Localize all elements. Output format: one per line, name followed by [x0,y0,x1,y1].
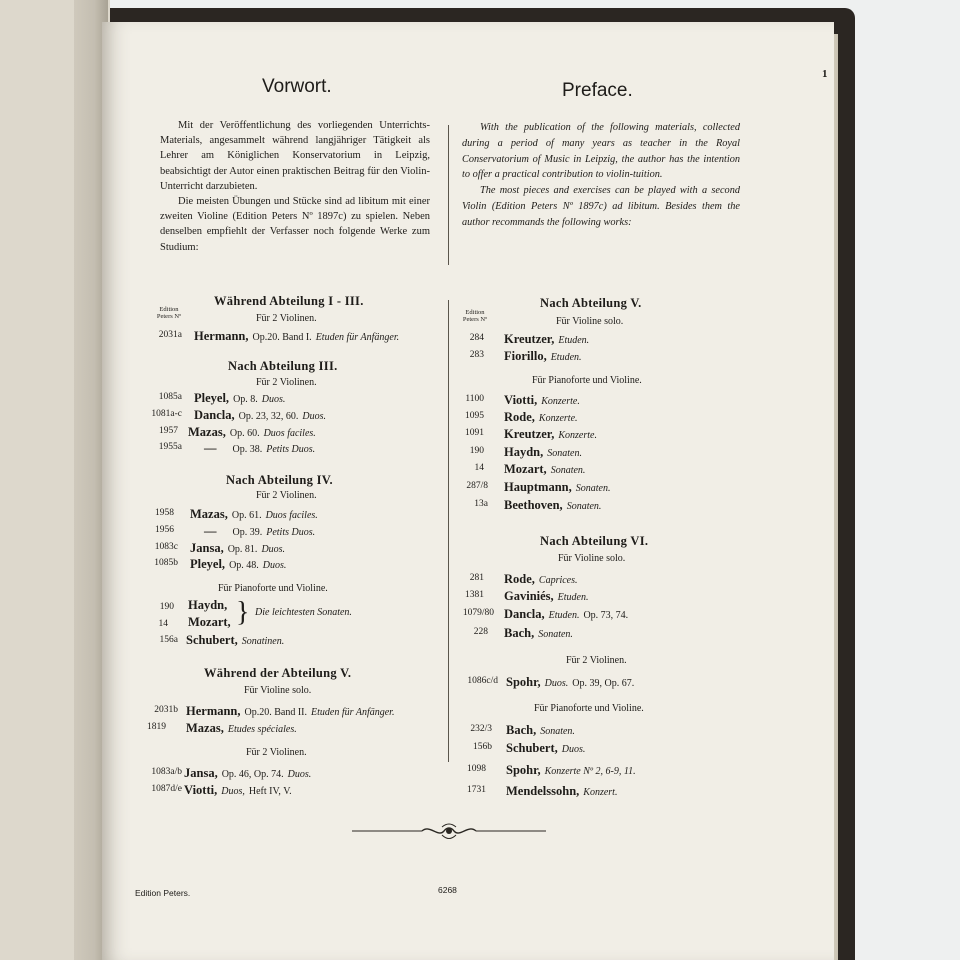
composer: Haydn, [188,598,228,612]
edition-number: 1955a [158,442,182,452]
list-item: Rode, Caprices. [504,572,578,586]
page-number: 1 [822,68,828,80]
list-item: Hauptmann, Sonaten. [504,480,611,494]
section-subtitle: Für 2 Violinen. [256,313,317,324]
edition-number: 1086c/d [467,676,498,686]
ornament-divider [352,822,546,842]
list-item: Gaviniés, Etuden. [504,589,589,603]
edition-number: 156b [473,742,492,752]
edition-number: 1085a [158,392,182,402]
list-item: Hermann, Op.20. Band II. Etuden für Anfänger. [186,704,395,718]
list-item: Schubert, Duos. [506,741,586,755]
edition-number: 1083c [154,542,178,552]
section-subtitle: Für Violine solo. [556,316,624,327]
edition-number: 281 [469,573,484,583]
section-title: Nach Abteilung III. [228,359,338,373]
section-subtitle: Für Violine solo. [244,685,312,696]
edition-number: 1083a/b [151,767,182,777]
list-item: Bach, Sonaten. [506,723,575,737]
edition-number: 1095 [465,411,484,421]
intro-english-p1: With the publication of the following materials, collected during a period of many years as teacher in the Royal Conservatorium of Music in Leipzig, the author has the intention to offer a practical contribution to violin-tuition. [462,122,740,181]
edition-number: 1098 [467,764,486,774]
composer: Mozart, [188,615,231,629]
section-subtitle: Für 2 Violinen. [246,747,307,758]
list-item: Mazas, Op. 60. Duos faciles. [188,425,316,439]
edition-number: 1957 [159,426,178,436]
section-title: Während der Abteilung V. [204,666,352,680]
edition-number: 232/3 [470,724,492,734]
edition-number: 190 [159,602,174,612]
list-item: Mazas, Op. 61. Duos faciles. [190,507,318,521]
list-item: Pleyel, Op. 48. Duos. [190,557,287,571]
section-subtitle: Für Pianoforte und Violine. [534,703,644,714]
section-subtitle: Für Pianoforte und Violine. [218,583,328,594]
edition-number: 287/8 [466,481,488,491]
list-item: Kreutzer, Etuden. [504,332,590,346]
edition-number: 14 [474,463,484,473]
edition-number: 1819 [147,722,166,732]
title-english: Preface. [562,80,633,101]
edition-number: 2031a [158,330,182,340]
section-title: Nach Abteilung V. [540,296,642,310]
list-item: Pleyel, Op. 8. Duos. [194,391,286,405]
intro-german-p2: Die meisten Übungen und Stücke sind ad libitum mit einer zweiten Violine (Edition Peters Nº 1897c) zu spielen. Neben denselben empfiehlt der Verfasser noch folgende Werke zum Studium: [160,196,430,253]
title-german: Vorwort. [262,76,332,97]
list-item: Viotti, Duos, Heft IV, V. [184,783,292,797]
edition-label: Edition Peters Nº [462,309,488,323]
list-item: Viotti, Konzerte. [504,393,580,407]
edition-number: 283 [469,350,484,360]
list-item: Kreutzer, Konzerte. [504,427,597,441]
section-title: Während Abteilung I - III. [214,294,364,308]
edition-number: 1956 [155,525,174,535]
edition-number: 1087d/e [151,784,182,794]
section-subtitle: Für Violine solo. [558,553,626,564]
intro-german-p1: Mit der Veröffentlichung des vorliegenden Unterrichts-Materials, angesammelt während langjähriger Tätigkeit als Lehrer am Königlichen Konservatorium in Leipzig, beabsichtigt der Autor einen praktischen Beitrag für den Violin-Unterricht darzubieten. [160,120,430,192]
edition-number: 156a [159,635,178,645]
list-item: — Op. 39. Petits Duos. [204,524,316,538]
footer-plate-number: 6268 [438,885,457,895]
list-item: Jansa, Op. 81. Duos. [190,541,286,555]
column-divider-list [448,300,449,762]
list-item: Rode, Konzerte. [504,410,578,424]
edition-number: 1091 [465,428,484,438]
edition-number: 13a [474,499,488,509]
edition-number: 1081a-c [151,409,182,419]
list-item: Spohr, Konzerte Nº 2, 6-9, 11. [506,763,636,777]
footer-publisher: Edition Peters. [135,888,191,898]
bracket-note: Die leichtesten Sonaten. [255,607,352,618]
brace: } [236,597,250,628]
edition-number: 1958 [155,508,174,518]
section-subtitle: Für Pianoforte und Violine. [532,375,642,386]
list-item: Mendelssohn, Konzert. [506,784,618,798]
list-item: Bach, Sonaten. [504,626,573,640]
intro-german [160,118,430,255]
list-item: Mazas, Etudes spéciales. [186,721,297,735]
intro-english-p2: The most pieces and exercises can be played with a second Violin (Edition Peters Nº 1897c) ad libitum. Besides them the author recommands the following works: [462,185,740,228]
list-item: Beethoven, Sonaten. [504,498,602,512]
list-item: Dancla, Op. 23, 32, 60. Duos. [194,408,326,422]
edition-number: 2031b [154,705,178,715]
composer: Hermann, [194,329,249,343]
column-divider-top [448,125,449,265]
list-item: Dancla, Etuden. Op. 73, 74. [504,607,629,621]
list-item: — Op. 38. Petits Duos. [204,441,316,455]
edition-number: 1085b [154,558,178,568]
section-subtitle: Für 2 Violinen. [566,655,627,666]
list-item: Jansa, Op. 46, Op. 74. Duos. [184,766,312,780]
list-item: Schubert, Sonatinen. [186,633,285,647]
list-item: Fiorillo, Etuden. [504,349,582,363]
edition-number: 1100 [465,394,484,404]
edition-number: 284 [469,333,484,343]
edition-number: 1381 [465,590,484,600]
edition-number: 1731 [467,785,486,795]
section-title: Nach Abteilung VI. [540,534,649,548]
edition-number: 1079/80 [462,608,494,618]
edition-number: 190 [469,446,484,456]
edition-number: 228 [473,627,488,637]
left-page [0,0,110,960]
edition-number: 14 [158,619,168,629]
list-item: Haydn, Sonaten. [504,445,582,459]
edition-label: Edition Peters Nº [156,306,182,320]
list-item: Hermann, Op.20. Band I. Etuden für Anfänger. [194,329,400,343]
section-title: Nach Abteilung IV. [226,473,333,487]
list-item: Mozart, Sonaten. [504,462,586,476]
section-subtitle: Für 2 Violinen. [256,377,317,388]
list-item: Spohr, Duos. Op. 39, Op. 67. [506,675,635,689]
intro-english [462,120,740,231]
section-subtitle: Für 2 Violinen. [256,490,317,501]
